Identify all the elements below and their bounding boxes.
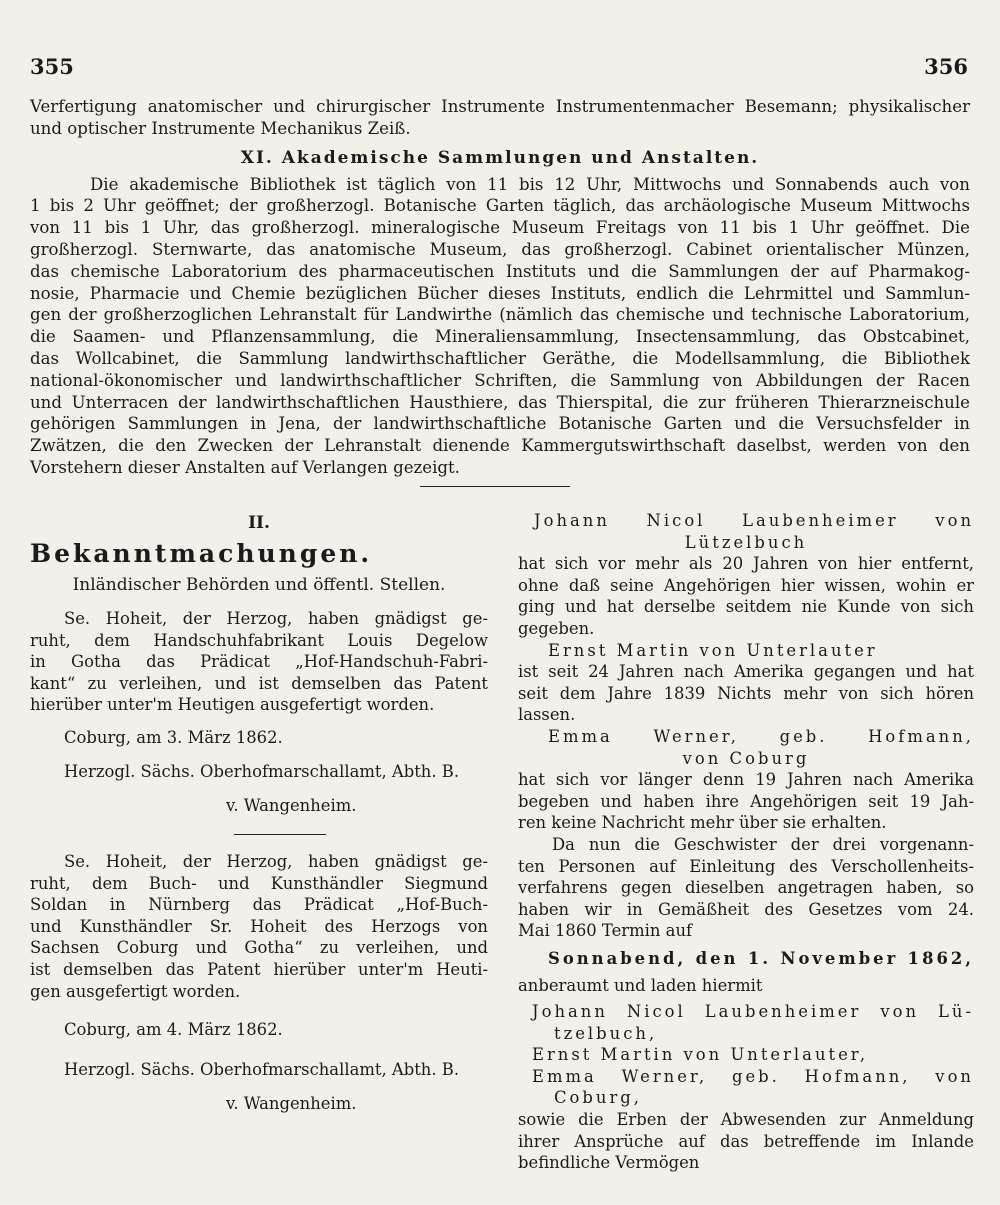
text-line: hat sich vor mehr als 20 Jahren von hier entfernt, (518, 554, 974, 574)
text-line: Verfertigung anatomischer und chirurgischer Instrumente Instrumentenmacher Besemann; physikalischer (30, 97, 970, 116)
text-line: befindliche Vermögen (518, 1153, 700, 1173)
text-line: und optischer Instrumente Mechanikus Zeiß. (30, 118, 411, 138)
text-line: Mai 1860 Termin auf (518, 921, 693, 941)
text-line: ging und hat derselbe seitdem nie Kunde von sich (518, 597, 974, 617)
left-column (30, 510, 488, 1116)
text-line: gehörigen Sammlungen in Jena, der landwirthschaftliche Botanische Garten und die Versuchsfelder in (30, 414, 970, 434)
page-number-left: 355 (30, 54, 74, 79)
text-line: ten Personen auf Einleitung des Verschollenheits- (518, 856, 974, 876)
summoned-person: Emma Werner, geb. Hofmann, von (532, 1066, 974, 1086)
summoned-person: Ernst Martin von Unterlauter, (532, 1045, 869, 1065)
signature: v. Wangenheim. (226, 795, 357, 815)
text-line: Die akademische Bibliothek ist täglich von 11 bis 12 Uhr, Mittwochs und Sonnabends auch von (90, 174, 970, 194)
summoned-person: tzelbuch, (554, 1023, 658, 1043)
text-line: großherzogl. Sternwarte, das anatomische Museum, das großherzogl. Cabinet orientalischer Münzen, (30, 239, 970, 259)
term-date: Sonnabend, den 1. November 1862, (548, 948, 974, 968)
text-line: in Gotha das Prädicat „Hof-Handschuh-Fabri- (30, 652, 488, 672)
page-number-right: 356 (924, 54, 968, 79)
section-number: II. (248, 513, 270, 533)
text-line: das chemische Laboratorium des pharmaceutischen Instituts und die Sammlungen der auf Pharmakog- (30, 261, 970, 281)
text-line: ist demselben das Patent hierüber unter'm Heuti- (30, 959, 488, 979)
text-line: kant“ zu verleihen, und ist demselben das Patent (30, 673, 488, 693)
text-line: ihrer Ansprüche auf das betreffende im Inlande (518, 1131, 974, 1151)
place-date: Coburg, am 4. März 1862. (64, 1020, 283, 1040)
section-xi-title: XI. Akademische Sammlungen und Anstalten. (240, 147, 760, 168)
summoned-person: Johann Nicol Laubenheimer von Lü- (532, 1002, 974, 1022)
text-line: ist seit 24 Jahren nach Amerika gegangen und hat (518, 662, 974, 682)
text-line: hierüber unter'm Heutigen ausgefertigt worden. (30, 695, 435, 715)
issuing-office: Herzogl. Sächs. Oberhofmarschallamt, Abth. B. (64, 1060, 460, 1080)
text-line: und Unterracen der landwirthschaftlichen Hausthiere, das Thierspital, die zur früheren Thierarzneischule (30, 392, 970, 412)
text-line: ruht, dem Handschuhfabrikant Louis Degelow (30, 630, 488, 650)
section-divider (420, 486, 570, 487)
right-column (518, 510, 974, 1174)
person-name: Emma Werner, geb. Hofmann, (548, 726, 974, 746)
place-date: Coburg, am 3. März 1862. (64, 727, 283, 747)
announcements-subheading: Inländischer Behörden und öffentl. Stellen. (72, 575, 446, 595)
text-line: das Wollcabinet, die Sammlung landwirthschaftlicher Geräthe, die Modellsammlung, die Bibliothek (30, 348, 970, 368)
text-line: haben wir in Gemäßheit des Gesetzes vom 24. (518, 899, 974, 919)
top-section (30, 96, 970, 479)
text-line: Da nun die Geschwister der drei vorgenann- (552, 834, 974, 854)
text-line: national-ökonomischer und landwirthschaftlicher Schriften, die Sammlung von Abbildungen der Racen (30, 370, 970, 390)
person-name: von Coburg (682, 748, 810, 768)
issuing-office: Herzogl. Sächs. Oberhofmarschallamt, Abth. B. (64, 761, 460, 781)
text-line: gen ausgefertigt worden. (30, 981, 241, 1001)
summoned-person: Coburg, (554, 1088, 642, 1108)
announcements-heading: Bekanntmachungen. (30, 539, 373, 568)
person-name: Ernst Martin von Unterlauter (548, 640, 878, 660)
text-line: gegeben. (518, 618, 595, 638)
text-line: Se. Hoheit, der Herzog, haben gnädigst ge- (64, 851, 488, 871)
text-line: Zwätzen, die den Zwecken der Lehranstalt dienende Kammergutswirthschaft daselbst, werden von den (30, 436, 970, 456)
text-line: von 11 bis 1 Uhr, das großherzogl. mineralogische Museum Freitags von 11 bis 1 Uhr geöffnet. Die (30, 218, 970, 238)
text-line: sowie die Erben der Abwesenden zur Anmeldung (518, 1110, 974, 1130)
text-line: hat sich vor länger denn 19 Jahren nach Amerika (518, 770, 974, 790)
text-line: gen der großherzoglichen Lehranstalt für Landwirthe (nämlich das chemische und technische Laboratorium, (30, 305, 970, 325)
text-line: Soldan in Nürnberg das Prädicat „Hof-Buch- (30, 895, 488, 915)
text-line: und Kunsthändler Sr. Hoheit des Herzogs von (30, 916, 488, 936)
text-line: lassen. (518, 705, 576, 725)
text-line: verfahrens gegen dieselben angetragen haben, so (518, 878, 974, 898)
text-line: anberaumt und laden hiermit (518, 976, 763, 996)
text-line: die Saamen- und Pflanzensammlung, die Mineraliensammlung, Insectensammlung, das Obstcabinet, (30, 327, 970, 347)
person-name: Johann Nicol Laubenheimer von (534, 511, 974, 530)
text-line: ohne daß seine Angehörigen hier wissen, wohin er (518, 575, 974, 595)
text-line: 1 bis 2 Uhr geöffnet; der großherzogl. Botanische Garten täglich, das archäologische Museum Mittwochs (30, 196, 970, 216)
signature: v. Wangenheim. (226, 1094, 357, 1114)
text-line: begeben und haben ihre Angehörigen seit 19 Jah- (518, 791, 974, 811)
person-name: Lützelbuch (684, 532, 808, 552)
text-line: ruht, dem Buch- und Kunsthändler Siegmund (30, 873, 488, 893)
text-line: Vorstehern dieser Anstalten auf Verlangen gezeigt. (30, 457, 460, 477)
text-line: seit dem Jahre 1839 Nichts mehr von sich hören (518, 683, 974, 703)
text-line: Se. Hoheit, der Herzog, haben gnädigst ge- (64, 609, 488, 628)
text-line: ren keine Nachricht mehr über sie erhalten. (518, 813, 887, 833)
text-line: nosie, Pharmacie und Chemie bezüglichen Bücher dieses Instituts, endlich die Lehrmittel und Sammlun- (30, 283, 970, 303)
text-line: Sachsen Coburg und Gotha“ zu verleihen, und (30, 938, 488, 958)
